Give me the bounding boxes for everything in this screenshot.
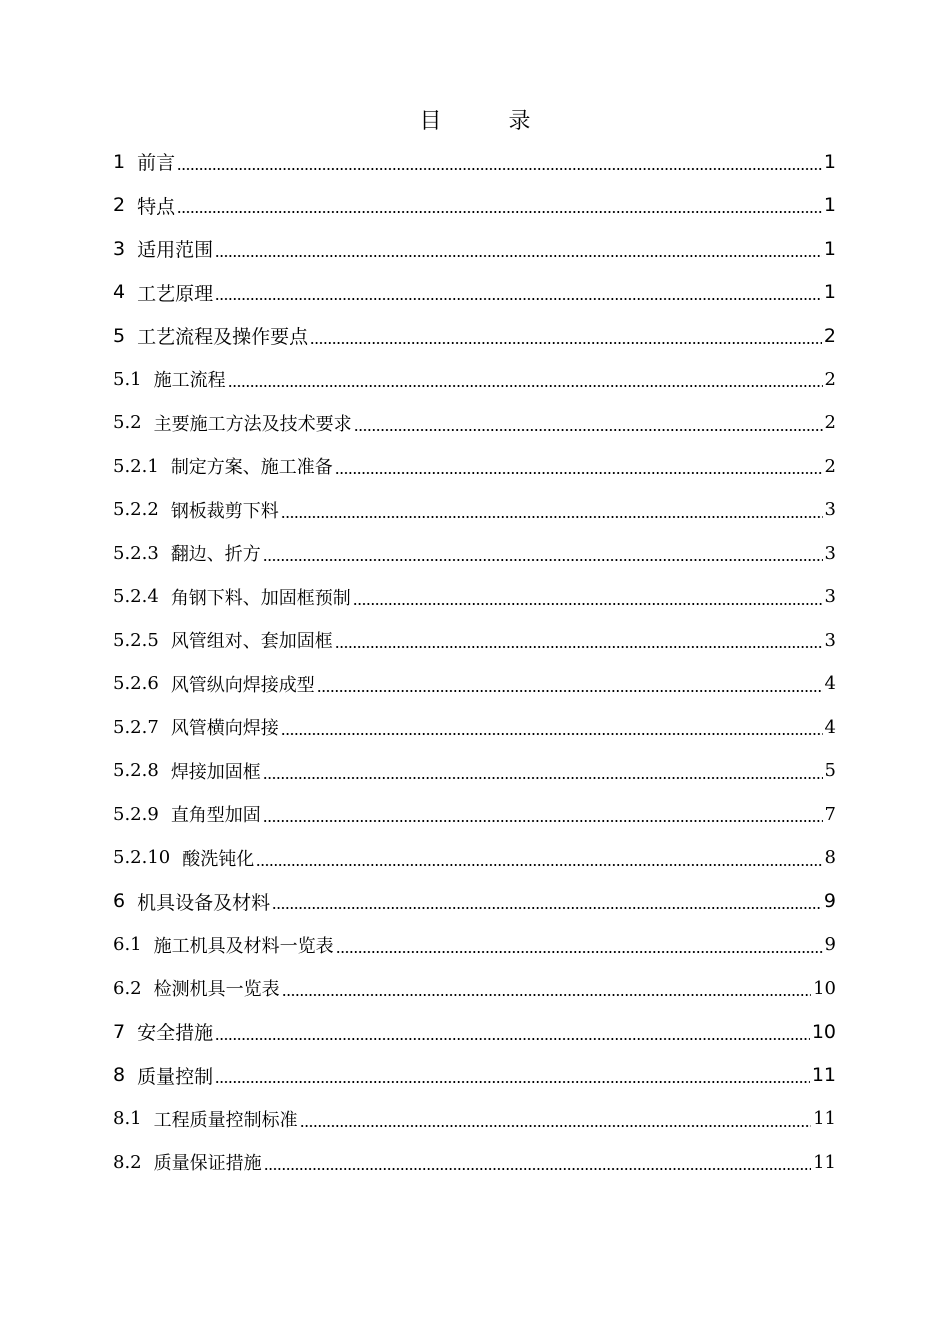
table-of-contents xyxy=(113,140,836,1184)
toc-dot-leader xyxy=(215,289,822,303)
toc-entry-label: 风管横向焊接 xyxy=(170,718,279,740)
toc-entry[interactable] xyxy=(113,314,836,358)
toc-entry-label: 工艺原理 xyxy=(137,282,214,305)
toc-entry-label: 适用范围 xyxy=(137,239,214,262)
toc-dot-leader xyxy=(228,376,823,390)
toc-dot-leader xyxy=(272,898,822,912)
toc-entry-label: 钢板裁剪下料 xyxy=(170,500,279,522)
toc-entry-label: 质量保证措施 xyxy=(153,1153,262,1175)
toc-entry-number: 5.1 xyxy=(113,368,142,390)
toc-entry-number: 8.2 xyxy=(113,1151,142,1173)
toc-entry-number: 4 xyxy=(113,281,126,304)
toc-entry-label: 风管纵向焊接成型 xyxy=(170,674,315,696)
toc-dot-leader xyxy=(282,985,811,999)
toc-entry-label: 直角型加固 xyxy=(170,805,261,827)
toc-dot-leader xyxy=(215,1029,810,1043)
toc-entry-label: 风管组对、套加固框 xyxy=(170,631,333,653)
toc-entry-number: 5.2.9 xyxy=(113,803,159,825)
toc-entry-page-number: 3 xyxy=(824,542,836,564)
toc-entry-page-number: 1 xyxy=(823,194,836,217)
toc-entry-page-number: 1 xyxy=(823,150,836,173)
toc-entry-number: 5.2.8 xyxy=(113,760,159,782)
toc-entry-page-number: 1 xyxy=(823,281,836,304)
toc-entry-page-number: 5 xyxy=(824,760,836,782)
toc-entry-label: 安全措施 xyxy=(137,1022,214,1045)
toc-entry[interactable] xyxy=(113,1141,836,1185)
toc-dot-leader xyxy=(310,333,822,347)
toc-entry[interactable] xyxy=(113,488,836,532)
toc-entry-page-number: 2 xyxy=(823,324,836,347)
toc-entry-page-number: 10 xyxy=(813,977,836,999)
toc-dot-leader xyxy=(336,942,823,956)
toc-entry-label: 工程质量控制标准 xyxy=(153,1109,298,1131)
toc-entry-page-number: 7 xyxy=(824,803,836,825)
toc-dot-leader xyxy=(335,637,823,651)
toc-entry[interactable] xyxy=(113,706,836,750)
toc-entry[interactable] xyxy=(113,1097,836,1141)
toc-dot-leader xyxy=(354,420,823,434)
toc-entry[interactable] xyxy=(113,836,836,880)
toc-entry-number: 8.1 xyxy=(113,1108,142,1130)
toc-entry-number: 6.1 xyxy=(113,934,142,956)
toc-entry-page-number: 11 xyxy=(813,1108,836,1130)
toc-entry-label: 焊接加固框 xyxy=(170,761,261,783)
toc-entry[interactable] xyxy=(113,575,836,619)
toc-entry[interactable] xyxy=(113,140,836,184)
toc-entry-page-number: 11 xyxy=(813,1151,836,1173)
toc-entry-number: 5.2.1 xyxy=(113,455,159,477)
toc-entry[interactable] xyxy=(113,619,836,663)
toc-entry-page-number: 4 xyxy=(824,716,836,738)
toc-entry-label: 机具设备及材料 xyxy=(137,891,271,914)
toc-dot-leader xyxy=(281,724,823,738)
toc-dot-leader xyxy=(353,594,823,608)
toc-dot-leader xyxy=(263,811,823,825)
toc-entry[interactable] xyxy=(113,967,836,1011)
toc-entry-page-number: 9 xyxy=(823,890,836,913)
toc-entry-label: 制定方案、施工准备 xyxy=(170,457,333,479)
toc-entry[interactable] xyxy=(113,1054,836,1098)
toc-entry-number: 5.2.3 xyxy=(113,542,159,564)
toc-entry[interactable] xyxy=(113,923,836,967)
toc-entry-number: 5.2.5 xyxy=(113,629,159,651)
toc-dot-leader xyxy=(264,1159,811,1173)
toc-entry-number: 6.2 xyxy=(113,977,142,999)
toc-entry-page-number: 9 xyxy=(824,934,836,956)
toc-entry-number: 5.2.2 xyxy=(113,499,159,521)
toc-entry-number: 5.2.7 xyxy=(113,716,159,738)
toc-entry-label: 检测机具一览表 xyxy=(153,979,280,1001)
toc-entry[interactable] xyxy=(113,1010,836,1054)
toc-entry-number: 5.2.10 xyxy=(113,847,171,869)
toc-entry-label: 施工流程 xyxy=(153,370,226,392)
toc-entry-page-number: 10 xyxy=(811,1020,836,1043)
toc-entry-page-number: 3 xyxy=(824,499,836,521)
toc-entry-page-number: 4 xyxy=(824,673,836,695)
toc-entry-number: 3 xyxy=(113,237,126,260)
toc-entry-label: 角钢下料、加固框预制 xyxy=(170,587,351,609)
toc-entry-number: 8 xyxy=(113,1064,126,1087)
toc-dot-leader xyxy=(215,246,822,260)
toc-dot-leader xyxy=(177,159,822,173)
toc-entry-label: 质量控制 xyxy=(137,1065,214,1088)
toc-entry-number: 2 xyxy=(113,194,126,217)
toc-dot-leader xyxy=(317,681,823,695)
toc-entry[interactable] xyxy=(113,532,836,576)
toc-entry[interactable] xyxy=(113,749,836,793)
toc-entry-label: 特点 xyxy=(137,195,176,218)
toc-entry[interactable] xyxy=(113,880,836,924)
toc-dot-leader xyxy=(263,550,823,564)
toc-entry-page-number: 2 xyxy=(824,412,836,434)
toc-entry-number: 5.2.4 xyxy=(113,586,159,608)
toc-entry-label: 主要施工方法及技术要求 xyxy=(153,413,352,435)
toc-entry-number: 1 xyxy=(113,150,126,173)
toc-title: 目 录 xyxy=(419,109,561,134)
toc-entry-number: 7 xyxy=(113,1020,126,1043)
toc-entry-label: 工艺流程及操作要点 xyxy=(137,326,309,349)
toc-dot-leader xyxy=(263,768,823,782)
toc-dot-leader xyxy=(177,202,822,216)
toc-entry-label: 施工机具及材料一览表 xyxy=(153,935,334,957)
toc-entry-page-number: 3 xyxy=(824,629,836,651)
toc-entry-label: 酸洗钝化 xyxy=(182,848,255,870)
toc-entry-label: 前言 xyxy=(137,152,176,175)
toc-entry[interactable] xyxy=(113,358,836,402)
toc-dot-leader xyxy=(335,463,823,477)
toc-dot-leader xyxy=(281,507,823,521)
toc-entry-number: 5.2.6 xyxy=(113,673,159,695)
toc-entry-number: 6 xyxy=(113,890,126,913)
toc-entry-page-number: 2 xyxy=(824,368,836,390)
toc-entry-page-number: 2 xyxy=(824,455,836,477)
toc-entry[interactable] xyxy=(113,662,836,706)
toc-entry-page-number: 11 xyxy=(811,1064,836,1087)
toc-entry-page-number: 3 xyxy=(824,586,836,608)
toc-entry[interactable] xyxy=(113,227,836,271)
toc-entry-number: 5 xyxy=(113,324,126,347)
toc-entry-label: 翻边、折方 xyxy=(170,544,261,566)
toc-entry[interactable] xyxy=(113,184,836,228)
toc-entry-page-number: 1 xyxy=(823,237,836,260)
toc-entry[interactable] xyxy=(113,401,836,445)
toc-entry[interactable] xyxy=(113,445,836,489)
toc-dot-leader xyxy=(215,1072,810,1086)
toc-entry[interactable] xyxy=(113,793,836,837)
toc-dot-leader xyxy=(256,855,822,869)
toc-entry-page-number: 8 xyxy=(824,847,836,869)
toc-dot-leader xyxy=(300,1116,811,1130)
toc-entry-number: 5.2 xyxy=(113,412,142,434)
toc-entry[interactable] xyxy=(113,271,836,315)
